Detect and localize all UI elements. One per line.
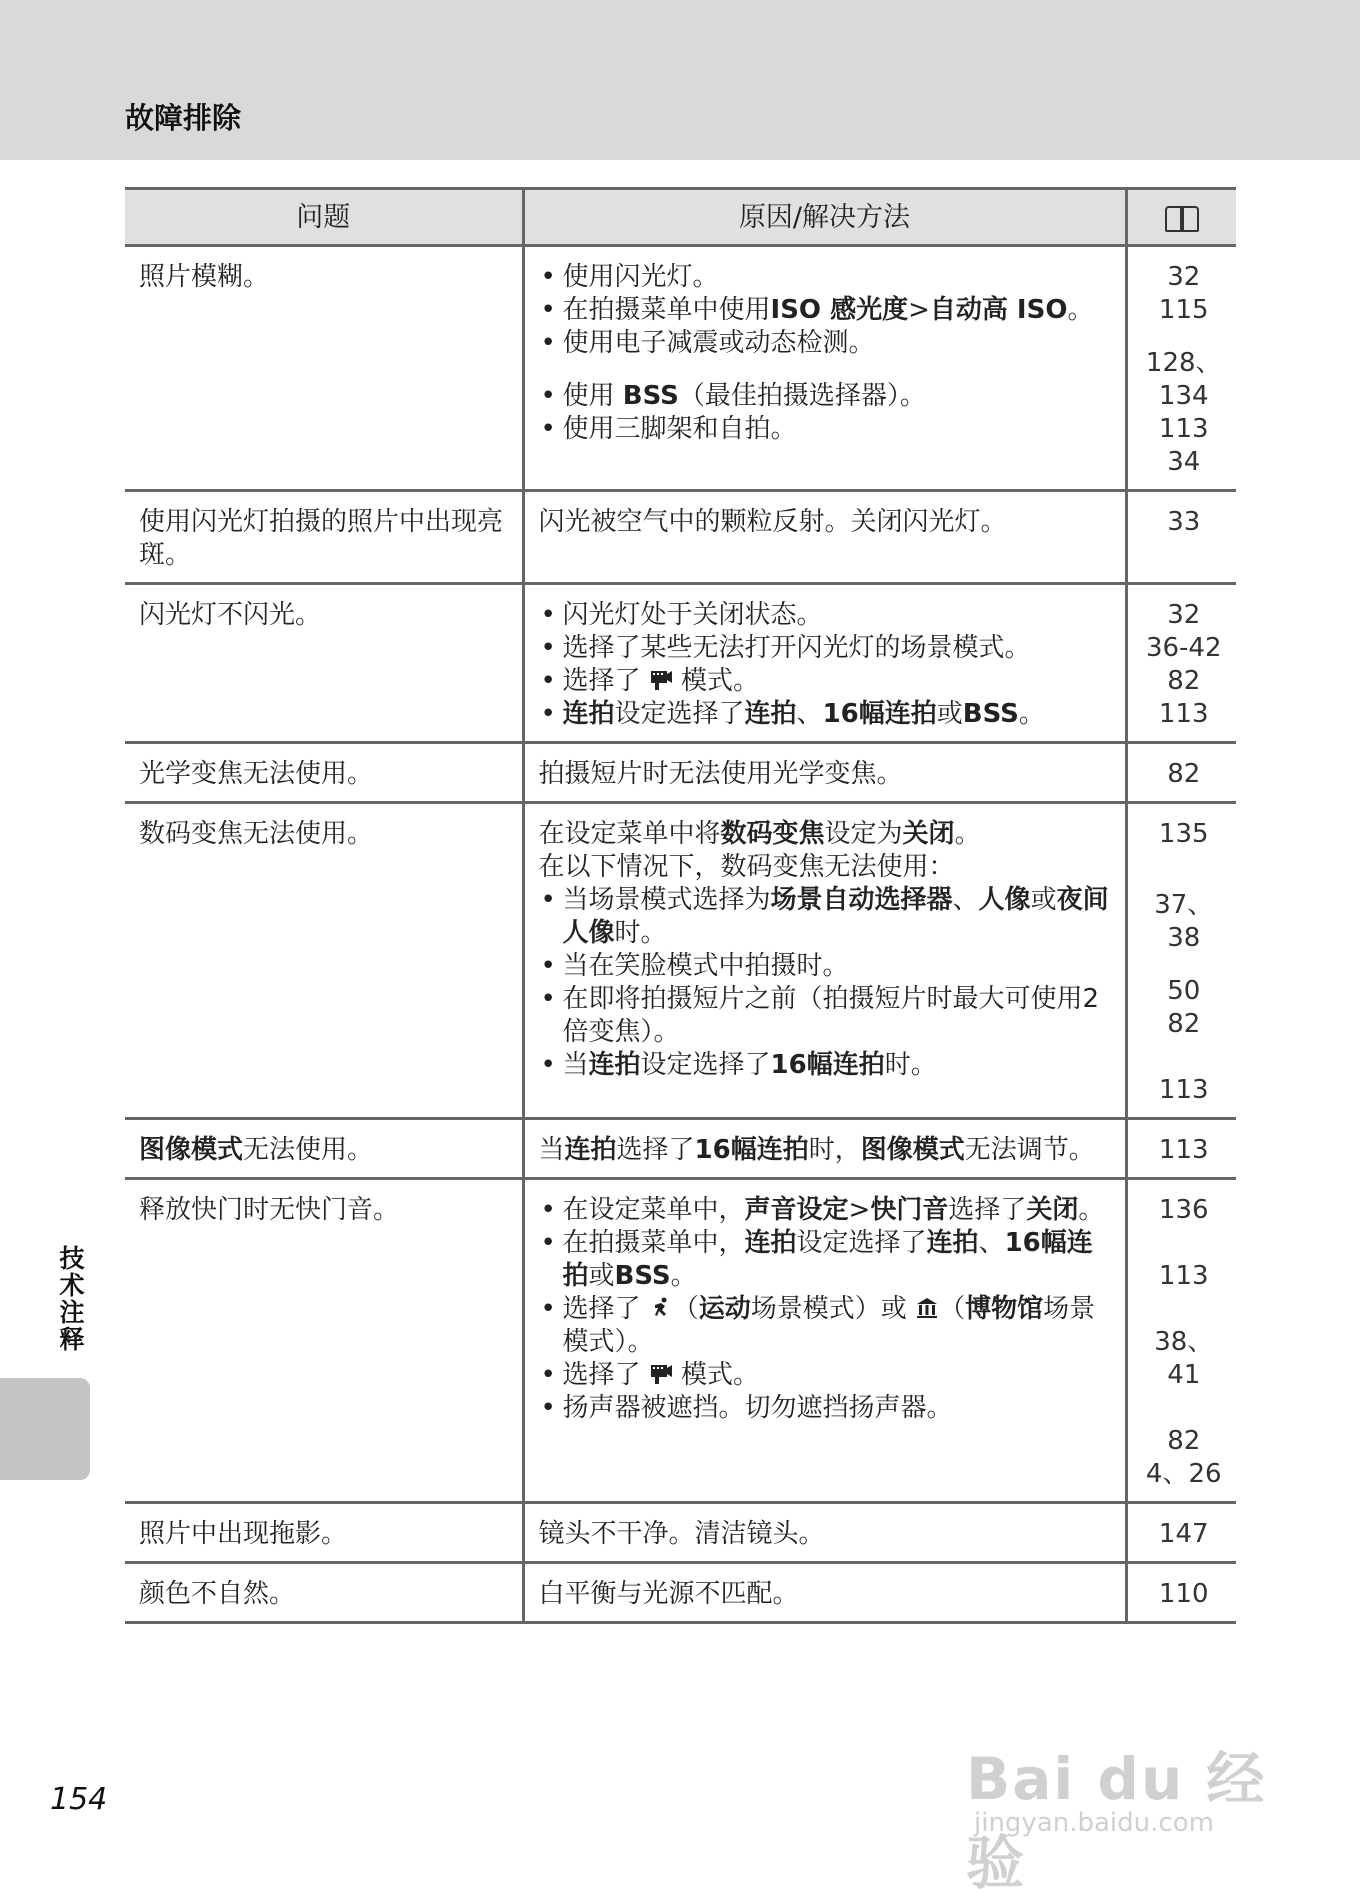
solution-cell: 拍摄短片时无法使用光学变焦。 — [523, 743, 1126, 803]
page-refs-cell — [1126, 743, 1236, 803]
page-ref: 113 — [1158, 1261, 1209, 1291]
sports-icon — [649, 1296, 673, 1320]
page-ref: 110 — [1158, 1579, 1209, 1609]
header-solution: 原因/解决方法 — [523, 189, 1126, 246]
problem-cell: 光学变焦无法使用。 — [125, 743, 523, 803]
list-item: • 使用闪光灯。 — [539, 261, 1115, 294]
list-item: • 选择了 （运动场景模式）或 （博物馆场景模式）。 — [539, 1293, 1115, 1359]
list-item: • 在拍摄菜单中，连拍设定选择了连拍、16幅连拍或BSS。 — [539, 1227, 1115, 1293]
side-tab — [0, 1378, 90, 1480]
solution-cell — [523, 246, 1126, 491]
page-refs-cell — [1126, 1563, 1236, 1623]
page-ref: 37、38 — [1154, 890, 1214, 953]
list-item: • 扬声器被遮挡。切勿遮挡扬声器。 — [539, 1392, 1115, 1425]
watermark-brand: Bai du 经验 — [966, 1745, 1267, 1897]
table-row — [125, 246, 1236, 491]
page-ref: 4、26 — [1145, 1459, 1222, 1489]
solution-cell — [523, 803, 1126, 1119]
page-header — [0, 0, 1360, 160]
problem-cell: 图像模式无法使用。 — [125, 1119, 523, 1179]
list-item: • 当在笑脸模式中拍摄时。 — [539, 950, 1115, 983]
list-item: • 连拍设定选择了连拍、16幅连拍或BSS。 — [539, 698, 1115, 731]
page-ref: 147 — [1158, 1519, 1209, 1549]
page-number: 154 — [50, 1782, 108, 1817]
page-refs-cell — [1126, 1179, 1236, 1503]
problem-cell: 照片中出现拖影。 — [125, 1503, 523, 1563]
solution-cell: 白平衡与光源不匹配。 — [523, 1563, 1126, 1623]
troubleshooting-table — [125, 187, 1236, 1624]
problem-cell: 颜色不自然。 — [125, 1563, 523, 1623]
problem-cell: 闪光灯不闪光。 — [125, 584, 523, 743]
page-refs-cell — [1126, 1503, 1236, 1563]
movie-icon — [649, 1362, 673, 1386]
page-ref: 82 — [1167, 1009, 1201, 1039]
header-reference — [1126, 189, 1236, 246]
problem-cell: 数码变焦无法使用。 — [125, 803, 523, 1119]
page-ref: 113 — [1158, 699, 1209, 729]
list-item: • 在拍摄菜单中使用ISO 感光度>自动高 ISO。 — [539, 294, 1115, 327]
table-row — [125, 584, 1236, 743]
page-ref: 33 — [1167, 507, 1201, 537]
page-ref: 82 — [1167, 1426, 1201, 1456]
museum-icon — [915, 1296, 939, 1320]
list-item: • 使用电子减震或动态检测。 — [539, 327, 1115, 380]
solution-cell: 闪光被空气中的颗粒反射。关闭闪光灯。 — [523, 491, 1126, 584]
solution-intro: 在以下情况下，数码变焦无法使用： — [538, 852, 955, 882]
page-refs-cell — [1126, 803, 1236, 1119]
movie-icon — [649, 668, 673, 692]
page-ref: 113 — [1158, 414, 1209, 444]
page-ref: 32 — [1167, 600, 1201, 630]
page-refs-cell — [1126, 246, 1236, 491]
page-ref: 128、134 — [1145, 348, 1222, 411]
solution-cell — [523, 1179, 1126, 1503]
watermark — [966, 1732, 1276, 1897]
problem-cell: 使用闪光灯拍摄的照片中出现亮斑。 — [125, 491, 523, 584]
page-ref: 135 — [1158, 819, 1209, 849]
table-row — [125, 1179, 1236, 1503]
solution-cell — [523, 584, 1126, 743]
list-item: • 在即将拍摄短片之前（拍摄短片时最大可使用2倍变焦）。 — [539, 983, 1115, 1049]
page-ref: 34 — [1167, 447, 1201, 477]
page-refs-cell — [1126, 491, 1236, 584]
page-ref: 32 — [1167, 262, 1201, 292]
solution-cell: 镜头不干净。清洁镜头。 — [523, 1503, 1126, 1563]
solution-cell: 当连拍选择了16幅连拍时，图像模式无法调节。 — [523, 1119, 1126, 1179]
table-row — [125, 1563, 1236, 1623]
watermark-site: jingyan.baidu.com — [974, 1808, 1214, 1838]
page-ref: 82 — [1167, 666, 1201, 696]
list-item: • 选择了 模式。 — [539, 1359, 1115, 1392]
page-ref: 82 — [1167, 759, 1201, 789]
page-ref: 36-42 — [1145, 633, 1222, 663]
page-refs-cell — [1126, 1119, 1236, 1179]
problem-cell: 释放快门时无快门音。 — [125, 1179, 523, 1503]
list-item: • 选择了某些无法打开闪光灯的场景模式。 — [539, 632, 1115, 665]
book-icon — [1165, 206, 1199, 230]
list-item: • 闪光灯处于关闭状态。 — [539, 599, 1115, 632]
header-problem: 问题 — [125, 189, 523, 246]
side-tab-label: 技术注释 — [56, 1245, 85, 1353]
list-item: • 选择了 模式。 — [539, 665, 1115, 698]
table-header-row — [125, 189, 1236, 246]
page-refs-cell — [1126, 584, 1236, 743]
solution-intro: 在设定菜单中将数码变焦设定为关闭。 — [538, 819, 981, 849]
table-row — [125, 1503, 1236, 1563]
list-item: • 使用三脚架和自拍。 — [539, 413, 1115, 446]
page-ref: 38、41 — [1154, 1327, 1214, 1390]
table-row — [125, 491, 1236, 584]
page-ref: 136 — [1158, 1195, 1209, 1225]
list-item: • 在设定菜单中，声音设定>快门音选择了关闭。 — [539, 1194, 1115, 1227]
page-ref: 113 — [1158, 1075, 1209, 1105]
list-item: • 当场景模式选择为场景自动选择器、人像或夜间人像时。 — [539, 884, 1115, 950]
page-ref: 113 — [1158, 1135, 1209, 1165]
table-row — [125, 803, 1236, 1119]
table-row — [125, 1119, 1236, 1179]
list-item: • 当连拍设定选择了16幅连拍时。 — [539, 1049, 1115, 1082]
page-ref: 50 — [1167, 976, 1201, 1006]
problem-cell: 照片模糊。 — [125, 246, 523, 491]
list-item: • 使用 BSS（最佳拍摄选择器）。 — [539, 380, 1115, 413]
table-row — [125, 743, 1236, 803]
page-title: 故障排除 — [125, 101, 242, 135]
page-ref: 115 — [1158, 295, 1209, 325]
